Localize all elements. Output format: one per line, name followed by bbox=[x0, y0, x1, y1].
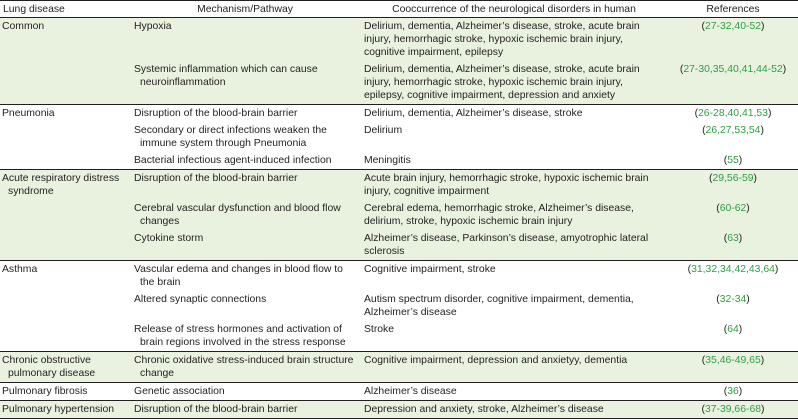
cell-mechanism bbox=[130, 61, 360, 105]
disease-label: Pulmonary fibrosis bbox=[2, 386, 88, 397]
cell-mechanism bbox=[130, 105, 360, 123]
cell-cooccurrence bbox=[360, 61, 668, 105]
disease-label: Acute respiratory distress syndrome bbox=[2, 173, 120, 197]
cell-disease bbox=[0, 261, 130, 352]
mechanism-text: Vascular edema and changes in blood flow to the brain bbox=[134, 264, 343, 288]
header-row bbox=[0, 1, 798, 18]
table-group bbox=[0, 383, 798, 401]
cell-references bbox=[668, 105, 798, 123]
cell-mechanism bbox=[130, 401, 360, 419]
cooccurrence-text: Delirium bbox=[364, 125, 403, 136]
references-text: (31,32,34,42,43,64) bbox=[687, 264, 779, 275]
cell-references bbox=[668, 352, 798, 383]
mechanism-text: Disruption of the blood-brain barrier bbox=[134, 173, 298, 184]
cell-mechanism bbox=[130, 18, 360, 62]
cooccurrence-text: Cerebral edema, hemorrhagic stroke, Alzheimer’s disease, delirium, stroke, hypoxic ischemic brain injury bbox=[364, 203, 634, 227]
header-mechanism: Mechanism/Pathway bbox=[130, 1, 360, 18]
cell-references bbox=[668, 321, 798, 352]
cell-mechanism bbox=[130, 200, 360, 230]
cell-references bbox=[668, 401, 798, 419]
cell-disease bbox=[0, 352, 130, 383]
mechanism-text: Secondary or direct infections weaken the immune system through Pneumonia bbox=[134, 125, 327, 149]
disease-label: Pulmonary hypertension bbox=[2, 404, 115, 415]
cell-cooccurrence bbox=[360, 170, 668, 201]
cell-references bbox=[668, 230, 798, 261]
table-row bbox=[0, 383, 798, 401]
references-text: (64) bbox=[723, 324, 743, 335]
cell-references bbox=[668, 18, 798, 62]
cell-disease bbox=[0, 383, 130, 401]
cell-cooccurrence bbox=[360, 383, 668, 401]
references-text: (32-34) bbox=[716, 294, 750, 305]
cell-mechanism bbox=[130, 383, 360, 401]
header-cooccurrence: Cooccurrence of the neurological disorders in human bbox=[360, 1, 668, 18]
table-row bbox=[0, 401, 798, 419]
cell-disease bbox=[0, 18, 130, 105]
cooccurrence-text: Delirium, dementia, Alzheimer’s disease, stroke bbox=[364, 108, 583, 119]
table-row bbox=[0, 352, 798, 383]
table-row bbox=[0, 170, 798, 201]
disease-label: Common bbox=[2, 21, 45, 32]
mechanism-text: Systemic inflammation which can cause neuroinflammation bbox=[134, 64, 318, 88]
cell-mechanism bbox=[130, 291, 360, 321]
references-text: (27-30,35,40,41,44-52) bbox=[679, 64, 787, 75]
references-text: (26-28,40,41,53) bbox=[694, 108, 772, 119]
cell-cooccurrence bbox=[360, 401, 668, 419]
cell-cooccurrence bbox=[360, 200, 668, 230]
cooccurrence-text: Autism spectrum disorder, cognitive impairment, dementia, Alzheimer’s disease bbox=[364, 294, 634, 318]
cooccurrence-text: Stroke bbox=[364, 324, 395, 335]
header-disease: Lung disease bbox=[0, 1, 130, 18]
cooccurrence-text: Acute brain injury, hemorrhagic stroke, hypoxic ischemic brain injury, cognitive impairment bbox=[364, 173, 649, 197]
table-group bbox=[0, 352, 798, 383]
cooccurrence-text: Alzheimer’s disease, Parkinson’s disease, amyotrophic lateral sclerosis bbox=[364, 233, 649, 257]
disease-label: Asthma bbox=[2, 264, 38, 275]
cell-mechanism bbox=[130, 321, 360, 352]
cooccurrence-text: Cognitive impairment, stroke bbox=[364, 264, 496, 275]
cell-references bbox=[668, 383, 798, 401]
mechanism-text: Cytokine storm bbox=[134, 233, 204, 244]
table-group bbox=[0, 261, 798, 352]
cooccurrence-text: Delirium, dementia, Alzheimer’s disease, stroke, acute brain injury, hemorrhagic stroke, hypoxic ischemic brain injury, cognitive impairment, epilepsy bbox=[364, 21, 640, 58]
mechanism-text: Cerebral vascular dysfunction and blood flow changes bbox=[134, 203, 341, 227]
cell-cooccurrence bbox=[360, 261, 668, 292]
cell-cooccurrence bbox=[360, 18, 668, 62]
cell-references bbox=[668, 122, 798, 152]
cell-mechanism bbox=[130, 170, 360, 201]
cooccurrence-text: Alzheimer’s disease bbox=[364, 386, 457, 397]
cell-mechanism bbox=[130, 230, 360, 261]
cooccurrence-text: Cognitive impairment, depression and anxietyy, dementia bbox=[364, 355, 628, 366]
references-text: (63) bbox=[723, 233, 743, 244]
cell-mechanism bbox=[130, 352, 360, 383]
mechanism-text: Disruption of the blood-brain barrier bbox=[134, 404, 298, 415]
cell-cooccurrence bbox=[360, 230, 668, 261]
references-text: (26,27,53,54) bbox=[702, 125, 764, 136]
mechanism-text: Bacterial infectious agent-induced infection bbox=[134, 155, 332, 166]
cell-references bbox=[668, 61, 798, 105]
cell-references bbox=[668, 200, 798, 230]
cell-disease bbox=[0, 105, 130, 170]
disease-label: Chronic obstructive pulmonary disease bbox=[2, 355, 96, 379]
table-group bbox=[0, 18, 798, 105]
table-row bbox=[0, 18, 798, 62]
mechanism-text: Chronic oxidative stress-induced brain structure change bbox=[134, 355, 354, 379]
table-header bbox=[0, 1, 798, 18]
cell-cooccurrence bbox=[360, 321, 668, 352]
cell-mechanism bbox=[130, 122, 360, 152]
table-group bbox=[0, 170, 798, 261]
cell-mechanism bbox=[130, 152, 360, 170]
cell-cooccurrence bbox=[360, 152, 668, 170]
header-references: References bbox=[668, 1, 798, 18]
references-text: (35,46-49,65) bbox=[701, 355, 765, 366]
cooccurrence-text: Meningitis bbox=[364, 155, 411, 166]
table-group bbox=[0, 105, 798, 170]
cell-disease bbox=[0, 401, 130, 419]
references-text: (55) bbox=[723, 155, 743, 166]
cell-disease bbox=[0, 170, 130, 261]
table-row bbox=[0, 261, 798, 292]
mechanism-text: Hypoxia bbox=[134, 21, 172, 32]
cell-cooccurrence bbox=[360, 352, 668, 383]
cooccurrence-text: Delirium, dementia, Alzheimer’s disease, stroke, acute brain injury, hemorrhagic stroke, hypoxic ischemic brain injury, epilepsy, cognitive impairment, depression and anxiety bbox=[364, 64, 640, 101]
references-text: (37-39,66-68) bbox=[701, 404, 765, 415]
references-text: (36) bbox=[723, 386, 743, 397]
mechanism-text: Altered synaptic connections bbox=[134, 294, 267, 305]
cell-references bbox=[668, 291, 798, 321]
cell-references bbox=[668, 152, 798, 170]
references-text: (29,56-59) bbox=[709, 173, 757, 184]
cell-cooccurrence bbox=[360, 122, 668, 152]
cell-references bbox=[668, 170, 798, 201]
table-row bbox=[0, 105, 798, 123]
references-text: (27-32,40-52) bbox=[701, 21, 765, 32]
cell-references bbox=[668, 261, 798, 292]
cell-mechanism bbox=[130, 261, 360, 292]
references-text: (60-62) bbox=[716, 203, 750, 214]
disease-label: Pneumonia bbox=[2, 108, 55, 119]
cell-cooccurrence bbox=[360, 291, 668, 321]
mechanism-text: Genetic association bbox=[134, 386, 225, 397]
mechanism-text: Disruption of the blood-brain barrier bbox=[134, 108, 298, 119]
table-group bbox=[0, 401, 798, 419]
cell-cooccurrence bbox=[360, 105, 668, 123]
cooccurrence-text: Depression and anxiety, stroke, Alzheimer’s disease bbox=[364, 404, 604, 415]
mechanism-text: Release of stress hormones and activation of brain regions involved in the stress response bbox=[134, 324, 346, 348]
